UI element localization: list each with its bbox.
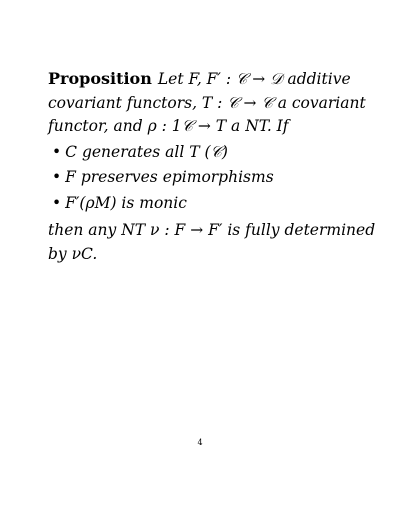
proposition-block [48, 67, 376, 266]
proposition-text-1: Let F, F′ : 𝒞 → 𝒟 additive [157, 70, 351, 88]
bullet-marker: • [52, 193, 62, 212]
conclusion-line-1: then any NT ν : F → F′ is fully determined [48, 221, 376, 239]
bullet-text: F′(ρM) is monic [65, 193, 187, 212]
bullet-item-monic [48, 192, 368, 216]
proposition-heading: Proposition [48, 69, 152, 88]
proposition-line-3: functor, and ρ : 1𝒞 → T a NT. If [48, 117, 289, 135]
proposition-line-1 [48, 67, 368, 92]
bullet-marker: • [52, 142, 62, 161]
conclusion-line-2: by νC. [48, 244, 98, 263]
bullet-marker: • [52, 168, 62, 186]
page-number: 4 [197, 438, 203, 447]
bullet-text: F preserves epimorphisms [65, 168, 274, 186]
bullet-text: C generates all T (𝒞) [65, 142, 228, 161]
bullet-item-epimorphisms [48, 166, 368, 190]
proposition-line-2: covariant functors, T : 𝒞 → 𝒞 a covariant [48, 93, 366, 112]
bullet-item-generates [48, 141, 368, 165]
